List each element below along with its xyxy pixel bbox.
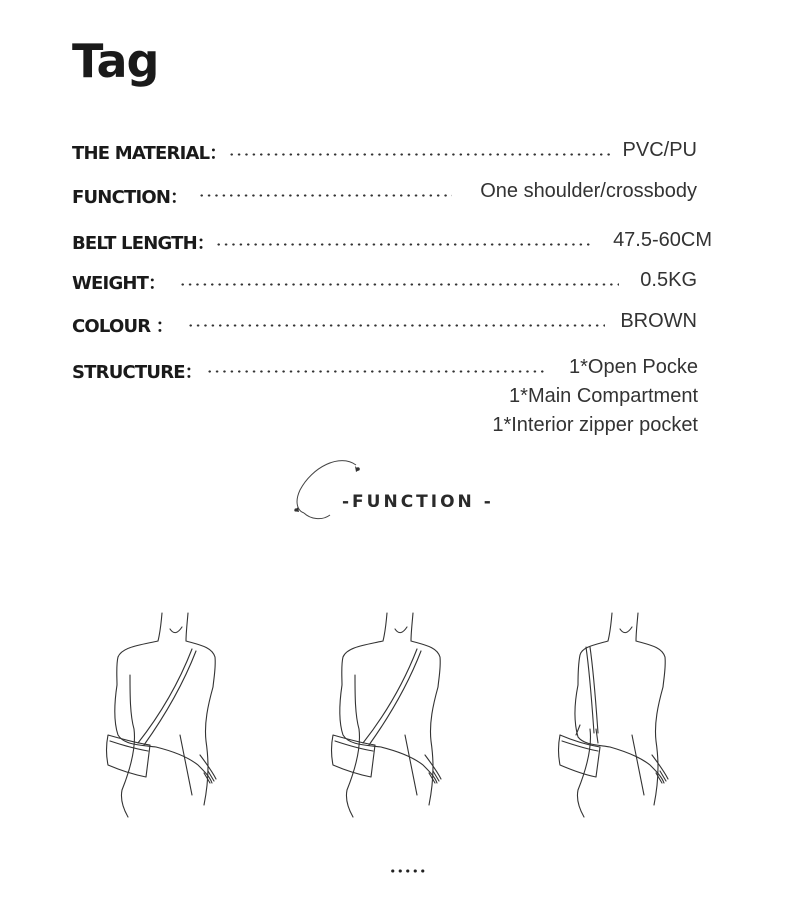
dotted-leader xyxy=(215,243,593,246)
spec-label-weight: WEIGHT： xyxy=(72,273,166,294)
section-title: -FUNCTION - xyxy=(342,492,494,512)
section-heading xyxy=(290,455,500,530)
crossbody-front-figure-icon xyxy=(325,605,455,820)
crossbody-figure-1 xyxy=(100,605,230,820)
spec-value-material: PVC/PU xyxy=(622,139,697,161)
spec-value-structure-2: 1*Main Compartment xyxy=(509,385,698,407)
crossbody-figure-2 xyxy=(325,605,455,820)
more-indicator-dots xyxy=(389,869,427,873)
spec-row-material xyxy=(72,139,702,163)
spec-value-belt-length: 47.5-60CM xyxy=(613,229,712,251)
spec-label-material: THE MATERIAL： xyxy=(72,143,227,164)
spec-row-belt-length xyxy=(72,229,712,253)
spec-value-weight: 0.5KG xyxy=(640,269,697,291)
spec-value-structure-3: 1*Interior zipper pocket xyxy=(492,414,698,436)
spec-value-function: One shoulder/crossbody xyxy=(480,180,697,202)
spec-row-function xyxy=(72,180,702,208)
spec-value-colour: BROWN xyxy=(620,310,697,332)
dotted-leader xyxy=(179,283,619,286)
spec-row-colour xyxy=(72,310,702,337)
spec-label-colour: COLOUR ： xyxy=(72,316,173,337)
dotted-leader xyxy=(228,153,614,156)
shoulder-carry-figure-icon xyxy=(550,605,680,820)
dotted-leader xyxy=(206,370,546,373)
dotted-leader xyxy=(187,324,605,327)
spec-row-weight xyxy=(72,269,702,293)
spec-label-belt-length: BELT LENGTH： xyxy=(72,233,215,254)
spec-value-structure-1: 1*Open Pocke xyxy=(569,356,698,378)
shoulder-carry-figure xyxy=(550,605,680,820)
page-title: Tag xyxy=(72,34,159,88)
spec-label-function: FUNCTION： xyxy=(72,187,188,208)
spec-label-structure: STRUCTURE： xyxy=(72,362,202,383)
dotted-leader xyxy=(198,194,452,197)
crossbody-front-figure-icon xyxy=(100,605,230,820)
